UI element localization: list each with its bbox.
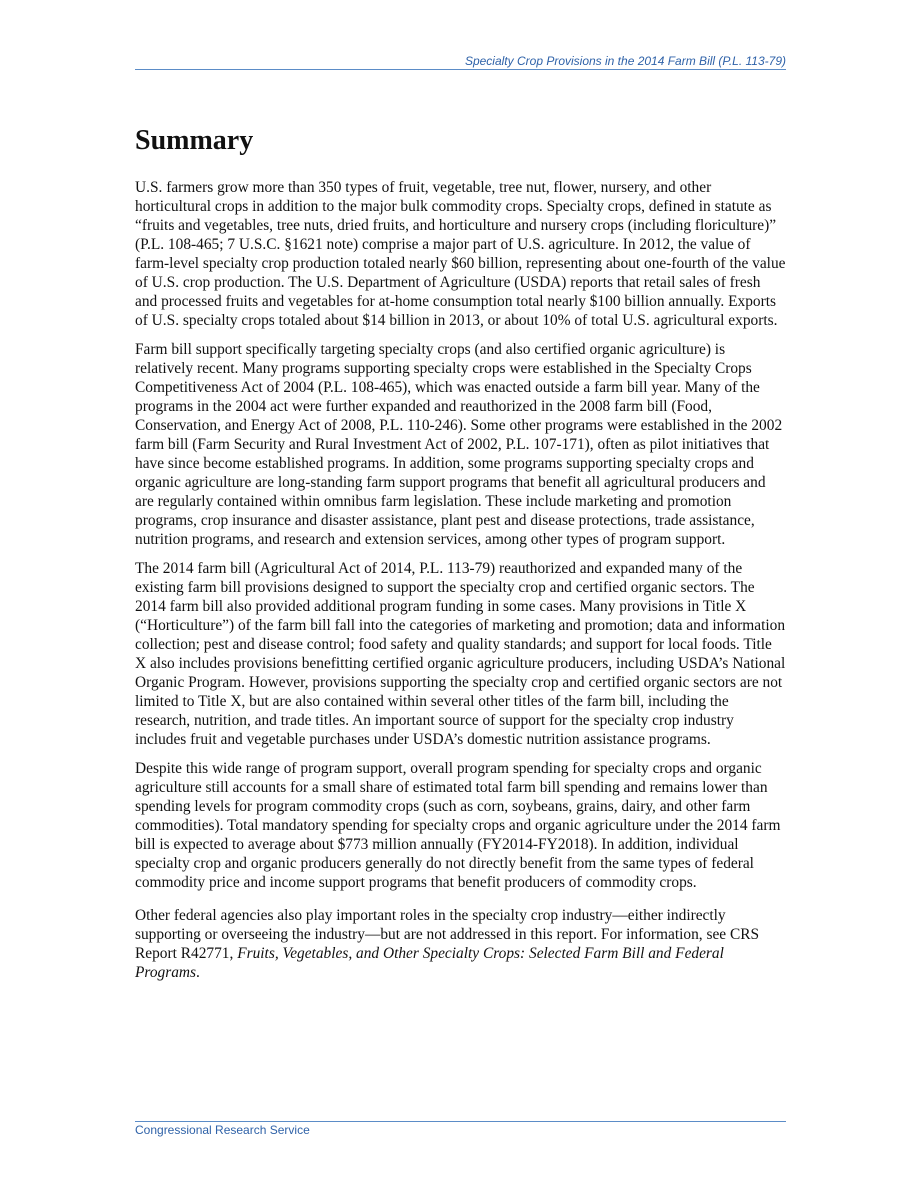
running-header: Specialty Crop Provisions in the 2014 Farm Bill (P.L. 113-79) [464,54,786,68]
paragraph-program-history: Farm bill support specifically targeting specialty crops (and also certified organic agriculture) is relatively recent. Many programs supporting specialty crops were established in the Specialty Crops Competitiveness Act of 2004 (P.L. 108-465), which was enacted outside a farm bill year. Many of the programs in the 2004 act were further expanded and reauthorized in the 2008 farm bill (Food, Conservation, and Energy Act of 2008, P.L. 110-246). Some other programs were established in the 2002 farm bill (Farm Security and Rural Investment Act of 2002, P.L. 107-171), often as pilot initiatives that have since become established programs. In addition, some programs supporting specialty crops and organic agriculture are long-standing farm support programs that benefit all agricultural producers and are regularly contained within omnibus farm legislation. These include marketing and promotion programs, crop insurance and disaster assistance, plant pest and disease protections, trade assistance, nutrition programs, and research and extension services, among other types of program support. [135,341,783,548]
summary-body [135,178,786,992]
paragraph-other-agencies-lead: Other federal agencies also play important roles in the specialty crop industry—either indirectly supporting or overseeing the industry—but are not addressed in this report. For information, see CRS Report R42771, [135,907,760,962]
header-rule [135,69,786,70]
report-title-reference: Fruits, Vegetables, and Other Specialty Crops: Selected Farm Bill and Federal Programs [135,945,724,981]
footer-rule [135,1121,786,1122]
section-heading: Summary [135,125,254,156]
paragraph-2014-farm-bill: The 2014 farm bill (Agricultural Act of 2014, P.L. 113-79) reauthorized and expanded many of the existing farm bill provisions designed to support the specialty crop and certified organic sectors. The 2014 farm bill also provided additional program funding in some cases. Many provisions in Title X (“Horticulture”) of the farm bill fall into the categories of marketing and promotion; data and information collection; pest and disease control; food safety and quality standards; and support for local foods. Title X also includes provisions benefitting certified organic agriculture producers, including USDA’s National Organic Program. However, provisions supporting the specialty crop and certified organic sectors are not limited to Title X, but are also contained within several other titles of the farm bill, including the research, nutrition, and trade titles. An important source of support for the specialty crop industry includes fruit and vegetable purchases under USDA’s domestic nutrition assistance programs. [135,560,786,748]
paragraph-other-agencies [135,906,786,982]
paragraph-other-agencies-end: . [196,964,200,981]
paragraph-program-spending: Despite this wide range of program support, overall program spending for specialty crops and organic agriculture still accounts for a small share of estimated total farm bill spending and remains lower than spending levels for program commodity crops (such as corn, soybeans, grains, dairy, and other farm commodities). Total mandatory spending for specialty crops and organic agriculture under the 2014 farm bill is expected to average about $773 million annually (FY2014-FY2018). In addition, individual specialty crop and organic producers generally do not directly benefit from the same types of federal commodity price and income support programs that benefit producers of commodity crops. [135,760,781,891]
paragraph-market-overview: U.S. farmers grow more than 350 types of fruit, vegetable, tree nut, flower, nursery, and other horticultural crops in addition to the major bulk commodity crops. Specialty crops, defined in statute as “fruits and vegetables, tree nuts, dried fruits, and horticulture and nursery crops (including floriculture)” (P.L. 108-465; 7 U.S.C. §1621 note) comprise a major part of U.S. agriculture. In 2012, the value of farm-level specialty crop production totaled nearly $60 billion, representing about one-fourth of the value of U.S. crop production. The U.S. Department of Agriculture (USDA) reports that retail sales of fresh and processed fruits and vegetables for at-home consumption total nearly $100 billion annually. Exports of U.S. specialty crops totaled about $14 billion in 2013, or about 10% of total U.S. agricultural exports. [135,179,786,329]
footer-publisher: Congressional Research Service [135,1123,310,1137]
